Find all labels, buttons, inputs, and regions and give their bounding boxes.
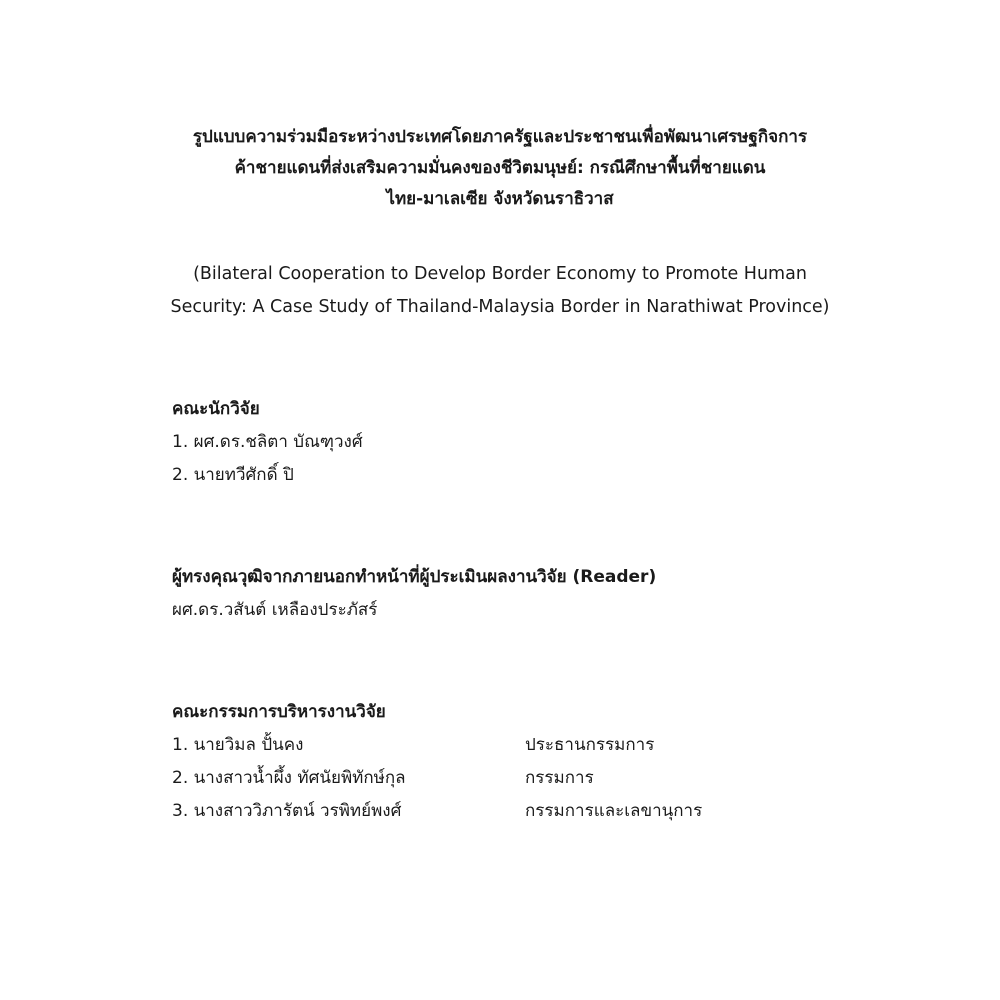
thai-title-line: รูปแบบความร่วมมือระหว่างประเทศโดยภาครัฐและประชาชนเพื่อพัฒนาเศรษฐกิจการ	[192, 127, 808, 147]
committee-member-role: ประธานกรรมการ	[525, 735, 655, 755]
english-title	[0, 258, 1000, 324]
researchers-section	[172, 393, 872, 492]
english-title-line: Security: A Case Study of Thailand-Malaysia Border in Narathiwat Province)	[170, 297, 830, 317]
committee-member-role: กรรมการและเลขานุการ	[525, 801, 703, 821]
committee-member-row	[172, 795, 872, 828]
english-title-line: (Bilateral Cooperation to Develop Border Economy to Promote Human	[193, 264, 807, 284]
researcher-item: 1. ผศ.ดร.ชลิตา บัณฑุวงศ์	[172, 432, 363, 452]
reader-name: ผศ.ดร.วสันต์ เหลืองประภัสร์	[172, 600, 378, 620]
committee-member-row	[172, 762, 872, 795]
reader-heading: ผู้ทรงคุณวุฒิจากภายนอกทำหน้าที่ผู้ประเมินผลงานวิจัย (Reader)	[172, 567, 657, 587]
committee-heading: คณะกรรมการบริหารงานวิจัย	[172, 702, 386, 722]
committee-member-name: 2. นางสาวน้ำผึ้ง ทัศนัยพิทักษ์กุล	[172, 768, 406, 788]
researchers-heading: คณะนักวิจัย	[172, 399, 260, 419]
committee-member-role: กรรมการ	[525, 768, 594, 788]
thai-title-line: ค้าชายแดนที่ส่งเสริมความมั่นคงของชีวิตมนุษย์: กรณีศึกษาพื้นที่ชายแดน	[234, 158, 766, 178]
committee-member-name: 3. นางสาววิภารัตน์ วรพิทย์พงศ์	[172, 801, 402, 821]
committee-member-row	[172, 729, 872, 762]
committee-section	[172, 696, 872, 828]
committee-member-name: 1. นายวิมล ปั้นคง	[172, 735, 304, 755]
thai-title	[0, 122, 1000, 215]
thai-title-line: ไทย-มาเลเซีย จังหวัดนราธิวาส	[386, 189, 614, 209]
reader-section	[172, 561, 872, 627]
researcher-item: 2. นายทวีศักดิ์ ปิ	[172, 465, 294, 485]
